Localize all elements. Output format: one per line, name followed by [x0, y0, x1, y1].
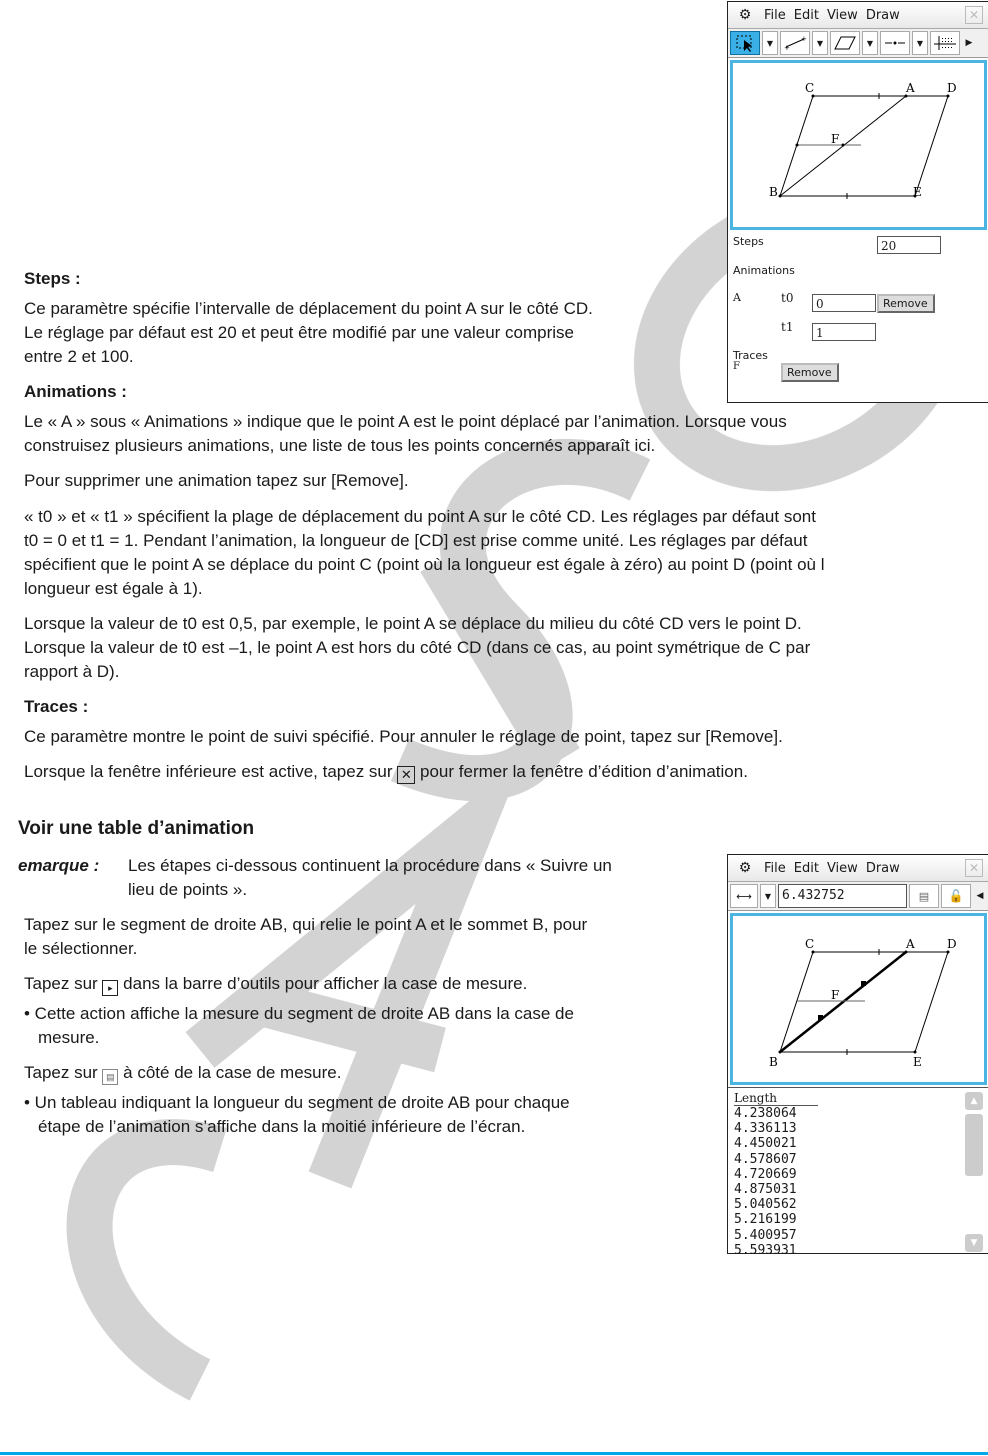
- remark-label: emarque :: [18, 856, 100, 875]
- page-bottom-rule: [0, 1452, 988, 1455]
- midpoint-tool-button[interactable]: [880, 31, 910, 55]
- measure-toolbar: [728, 882, 988, 911]
- calculator-screen-animation-editor: [727, 1, 988, 403]
- geometry-canvas[interactable]: [730, 913, 987, 1085]
- animations-p4-line-2: Lorsque la valeur de t0 est –1, le point A est hors du côté CD (dans ce cas, au point symétrique de C par: [24, 638, 811, 657]
- t1-label: t1: [781, 320, 794, 334]
- table-row[interactable]: 5.216199: [734, 1212, 797, 1228]
- steps-heading: Steps :: [24, 269, 81, 288]
- gear-icon[interactable]: ⚙: [738, 860, 752, 876]
- segment-icon: [783, 35, 807, 51]
- parallelogram-figure: [733, 63, 984, 227]
- step3-after: à côté de la case de mesure.: [123, 1063, 342, 1082]
- menu-draw[interactable]: Draw: [865, 860, 900, 876]
- step3-before: Tapez sur: [24, 1063, 98, 1082]
- steps-input[interactable]: 20: [877, 236, 941, 254]
- svg-text:+: +: [801, 35, 807, 43]
- table-icon: ▤: [102, 1069, 118, 1085]
- dropdown-arrow-icon[interactable]: ▼: [862, 31, 878, 55]
- scrollbar-thumb[interactable]: [965, 1114, 983, 1176]
- length-table: [728, 1087, 988, 1256]
- table-row[interactable]: 4.450021: [734, 1136, 797, 1152]
- remove-animation-button[interactable]: Remove: [877, 294, 935, 313]
- step2-bullet-line-2: mesure.: [38, 1028, 100, 1047]
- remark-line-2: lieu de points ».: [128, 880, 248, 899]
- animations-p1-line-2: construisez plusieurs animations, une liste de tous les points concernés apparaît ici.: [24, 436, 656, 455]
- remove-trace-button[interactable]: Remove: [781, 363, 839, 382]
- animations-p3-line-1: « t0 » et « t1 » spécifient la plage de déplacement du point A sur le côté CD. Les réglages par défaut sont: [24, 507, 816, 526]
- step3: [24, 1061, 341, 1085]
- steps-label: Steps: [733, 235, 764, 248]
- trace-point-label: F: [733, 361, 740, 372]
- point-label-b: B: [769, 185, 778, 199]
- table-row[interactable]: 4.578607: [734, 1151, 797, 1167]
- close-icon: ✕: [397, 766, 415, 784]
- parallelogram-icon: [833, 35, 857, 51]
- t0-label: t0: [781, 291, 794, 305]
- dropdown-arrow-icon[interactable]: ▼: [762, 31, 778, 55]
- gear-icon[interactable]: ⚙: [738, 7, 752, 23]
- menu-draw[interactable]: Draw: [865, 7, 900, 23]
- animations-label: Animations: [733, 264, 795, 277]
- table-row[interactable]: 5.400957: [734, 1227, 797, 1243]
- step1-line-1: Tapez sur le segment de droite AB, qui relie le point A et le sommet B, pour: [24, 915, 588, 934]
- step3-bullet-line-2: étape de l’animation s’affiche dans la moitié inférieure de l’écran.: [38, 1117, 526, 1136]
- point-label-d: D: [947, 937, 957, 951]
- animations-p4-line-3: rapport à D).: [24, 662, 120, 681]
- steps-line-1: Ce paramètre spécifie l’intervalle de déplacement du point A sur le côté CD.: [24, 299, 593, 318]
- grid-icon: [933, 35, 957, 51]
- t1-input[interactable]: 1: [812, 323, 876, 341]
- toolbar-next-icon[interactable]: ▶: [965, 38, 973, 48]
- length-measure-icon[interactable]: ⟷: [730, 884, 758, 908]
- table-row[interactable]: 4.238064: [734, 1106, 797, 1121]
- steps-line-2: Le réglage par défaut est 20 et peut être modifié par une valeur comprise: [24, 323, 575, 342]
- table-row[interactable]: 4.875031: [734, 1182, 797, 1198]
- toolbar: [728, 29, 988, 58]
- animations-p1-line-1: Le « A » sous « Animations » indique que le point A est le point déplacé par l’animation. Lorsque vous: [24, 412, 787, 431]
- animation-settings-panel: [728, 232, 988, 402]
- scroll-up-icon[interactable]: ▲: [965, 1092, 983, 1110]
- table-row[interactable]: 5.040562: [734, 1197, 797, 1213]
- t0-input[interactable]: 0: [812, 294, 876, 312]
- menu-file[interactable]: File: [764, 7, 786, 23]
- step3-bullet-line-1: • Un tableau indiquant la longueur du segment de droite AB pour chaque: [24, 1093, 570, 1112]
- measurement-value-box[interactable]: 6.432752: [778, 884, 907, 908]
- calculator-screen-measure-table: [727, 854, 988, 1258]
- traces-heading: Traces :: [24, 697, 89, 716]
- close-icon[interactable]: ✕: [965, 859, 983, 877]
- menu-edit[interactable]: Edit: [793, 860, 819, 876]
- step2-before: Tapez sur: [24, 974, 98, 993]
- section-title: Voir une table d’animation: [18, 818, 255, 839]
- animations-p2: Pour supprimer une animation tapez sur [Remove].: [24, 471, 409, 490]
- point-label-c: C: [805, 937, 815, 951]
- animated-point-label: A: [733, 291, 741, 304]
- animations-p3-line-2: t0 = 0 et t1 = 1. Pendant l’animation, la longueur de [CD] est prise comme unité. Les réglages par défaut: [24, 531, 808, 550]
- close-instruction: [24, 760, 748, 784]
- dropdown-arrow-icon[interactable]: ▼: [760, 884, 776, 908]
- animations-p4-line-1: Lorsque la valeur de t0 est 0,5, par exemple, le point A se déplace du milieu du côté CD vers le point D.: [24, 614, 802, 633]
- point-label-d: D: [947, 81, 957, 95]
- menu-view[interactable]: View: [826, 7, 858, 23]
- parallelogram-figure: [733, 916, 984, 1082]
- menu-view[interactable]: View: [826, 860, 858, 876]
- svg-text:+: +: [784, 44, 790, 51]
- menu-bar: [728, 2, 988, 29]
- table-row[interactable]: 4.336113: [734, 1121, 797, 1137]
- point-label-a: A: [906, 937, 915, 951]
- midpoint-icon: [883, 35, 907, 51]
- select-tool-button[interactable]: [730, 31, 760, 55]
- dropdown-arrow-icon[interactable]: ▼: [912, 31, 928, 55]
- step2: [24, 972, 527, 996]
- step2-bullet-line-1: • Cette action affiche la mesure du segment de droite AB dans la case de: [24, 1004, 574, 1023]
- steps-line-3: entre 2 et 100.: [24, 347, 134, 366]
- point-label-f: F: [831, 988, 840, 1002]
- grid-tool-button[interactable]: [930, 31, 960, 55]
- next-arrow-icon: ▸: [102, 980, 118, 996]
- step1-line-2: le sélectionner.: [24, 939, 138, 958]
- polygon-tool-button[interactable]: [830, 31, 860, 55]
- segment-tool-button[interactable]: [780, 31, 810, 55]
- toolbar-prev-icon[interactable]: ◀: [976, 891, 984, 901]
- point-label-c: C: [805, 81, 815, 95]
- table-header-length: Length: [734, 1091, 818, 1106]
- animations-p3-line-3: spécifient que le point A se déplace du point C (point où la longueur est égale à zéro) au point D (point où l: [24, 555, 825, 574]
- point-label-a: A: [906, 81, 915, 95]
- point-label-e: E: [913, 185, 922, 199]
- close-instruction-before: Lorsque la fenêtre inférieure est active, tapez sur: [24, 762, 393, 781]
- step2-after: dans la barre d’outils pour afficher la case de mesure.: [123, 974, 528, 993]
- point-label-e: E: [913, 1055, 922, 1069]
- scroll-down-icon[interactable]: ▼: [965, 1234, 983, 1252]
- menu-file[interactable]: File: [764, 860, 786, 876]
- close-instruction-after: pour fermer la fenêtre d’édition d’animation.: [420, 762, 748, 781]
- point-label-f: F: [831, 132, 840, 146]
- menu-bar: [728, 855, 988, 882]
- select-arrow-icon: [735, 34, 755, 52]
- lock-icon[interactable]: 🔓: [941, 884, 971, 908]
- dropdown-arrow-icon[interactable]: ▼: [812, 31, 828, 55]
- remark-line-1: Les étapes ci-dessous continuent la procédure dans « Suivre un: [128, 856, 612, 875]
- table-icon[interactable]: ▤: [909, 884, 939, 908]
- animations-p3-line-4: longueur est égale à 1).: [24, 579, 203, 598]
- table-row[interactable]: 5.593931: [734, 1242, 797, 1258]
- traces-p1: Ce paramètre montre le point de suivi spécifié. Pour annuler le réglage de point, tapez sur [Remove].: [24, 727, 783, 746]
- table-row[interactable]: 4.720669: [734, 1166, 797, 1182]
- traces-label: Traces: [733, 349, 768, 362]
- geometry-canvas[interactable]: [730, 60, 987, 230]
- menu-edit[interactable]: Edit: [793, 7, 819, 23]
- point-label-b: B: [769, 1055, 778, 1069]
- table-rows: [734, 1106, 797, 1258]
- animations-heading: Animations :: [24, 382, 127, 401]
- close-icon[interactable]: ✕: [965, 6, 983, 24]
- table-scrollbar[interactable]: [965, 1092, 983, 1252]
